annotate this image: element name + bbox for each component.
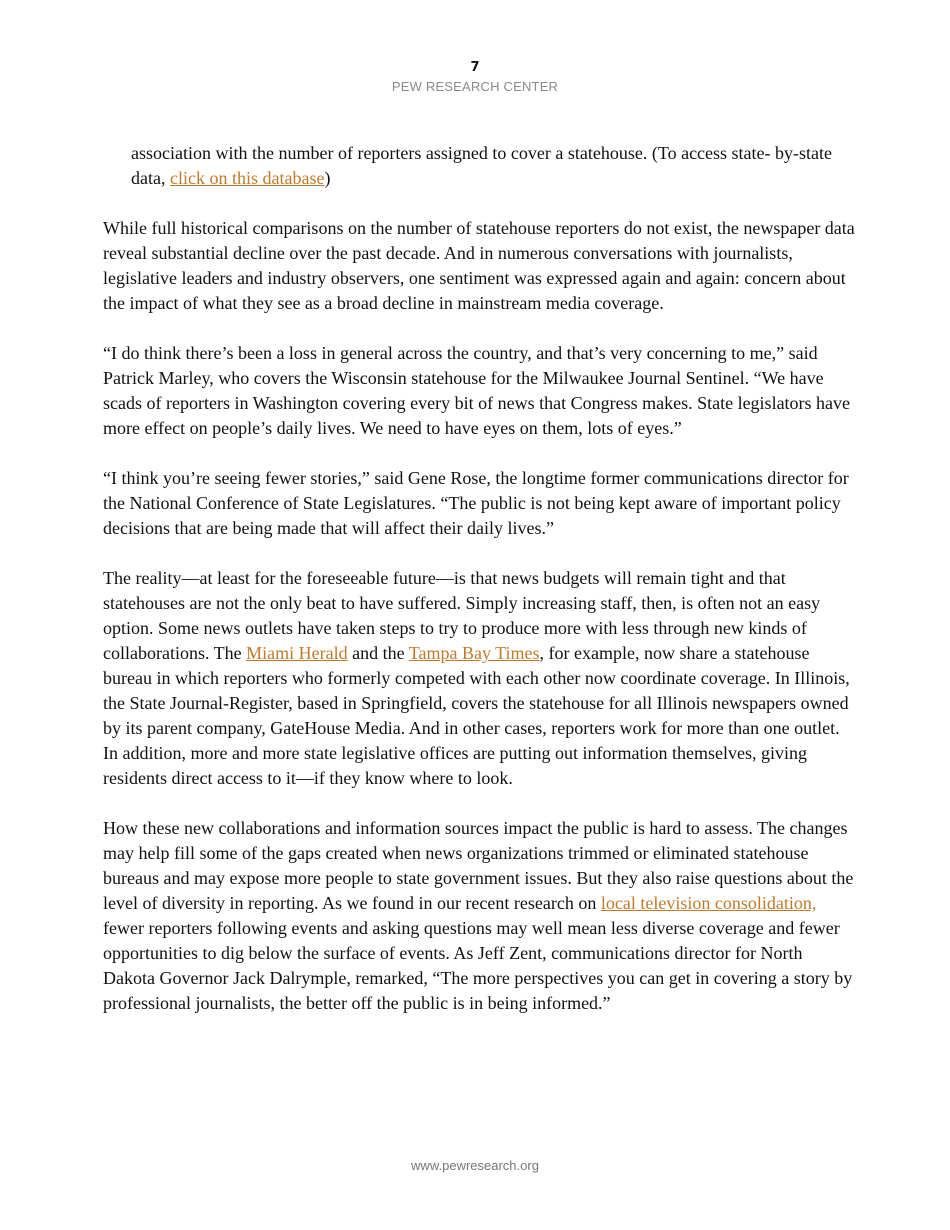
article-body: [103, 141, 855, 1041]
footer-url: www.pewresearch.org: [411, 1158, 539, 1173]
tampa-bay-times-link[interactable]: Tampa Bay Times: [408, 643, 540, 663]
text-segment: How these new collaborations and information sources impact the public is hard to assess. The changes may help fill some of the gaps created when news organizations trimmed or eliminated statehouse bureaus and may expose more people to state government issues. But they also raise questions about the level of diversity in reporting. As we found in our recent research on: [103, 818, 854, 913]
paragraph: While full historical comparisons on the number of statehouse reporters do not exist, the newspaper data reveal substantial decline over the past decade. And in numerous conversations with journalists, legislative leaders and industry observers, one sentiment was expressed again and again: concern about the impact of what they see as a broad decline in mainstream media coverage.: [103, 218, 855, 313]
paragraph-quote-rose: “I think you’re seeing fewer stories,” said Gene Rose, the longtime former communications director for the National Conference of State Legislatures. “The public is not being kept aware of important policy decisions that are being made that will affect their daily lives.”: [103, 468, 849, 538]
text-segment: , for example, now share a statehouse bureau in which reporters who formerly competed with each other now coordinate coverage. In Illinois, the State Journal-Register, based in Springfield, covers the statehouse for all Illinois newspapers owned by its parent company, GateHouse Media. And in other cases, reporters work for more than one outlet. In addition, more and more state legislative offices are putting out information themselves, giving residents direct access to it—if they know where to look.: [103, 643, 850, 788]
text-segment: association with the number of reporters assigned to cover a statehouse. (To access state- by-state data,: [131, 143, 833, 188]
local-tv-consolidation-link[interactable]: local television consolidation,: [600, 893, 817, 913]
page-footer: [0, 1158, 950, 1173]
paragraph-continued: [103, 141, 855, 191]
page-header: [0, 60, 950, 95]
text-segment: and the: [347, 643, 409, 663]
miami-herald-link[interactable]: Miami Herald: [246, 643, 348, 663]
database-link[interactable]: click on this database: [169, 168, 325, 188]
paragraph-collaborations: [103, 566, 855, 791]
text-segment: fewer reporters following events and asking questions may well mean less diverse coverage and fewer opportunities to dig below the surface of events. As Jeff Zent, communications director for North Dakota Governor Jack Dalrymple, remarked, “The more perspectives you can get in covering a story by professional journalists, the better off the public is in being informed.”: [103, 918, 853, 1013]
text-segment: ): [324, 168, 331, 188]
paragraph-impact: [103, 816, 855, 1016]
paragraph-quote-marley: “I do think there’s been a loss in general across the country, and that’s very concerning to me,” said Patrick Marley, who covers the Wisconsin statehouse for the Milwaukee Journal Sentinel. “We have scads of reporters in Washington covering every bit of news that Congress makes. State legislators have more effect on people’s daily lives. We need to have eyes on them, lots of eyes.”: [103, 343, 851, 438]
organization-name: PEW RESEARCH CENTER: [391, 79, 559, 94]
text-segment: The reality—at least for the foreseeable future—is that news budgets will remain tight and that statehouses are not the only beat to have suffered. Simply increasing staff, then, is often not an easy option. Some news outlets have taken steps to try to produce more with less through new kinds of collaborations. The: [103, 568, 821, 663]
page-number: 7: [470, 60, 480, 75]
